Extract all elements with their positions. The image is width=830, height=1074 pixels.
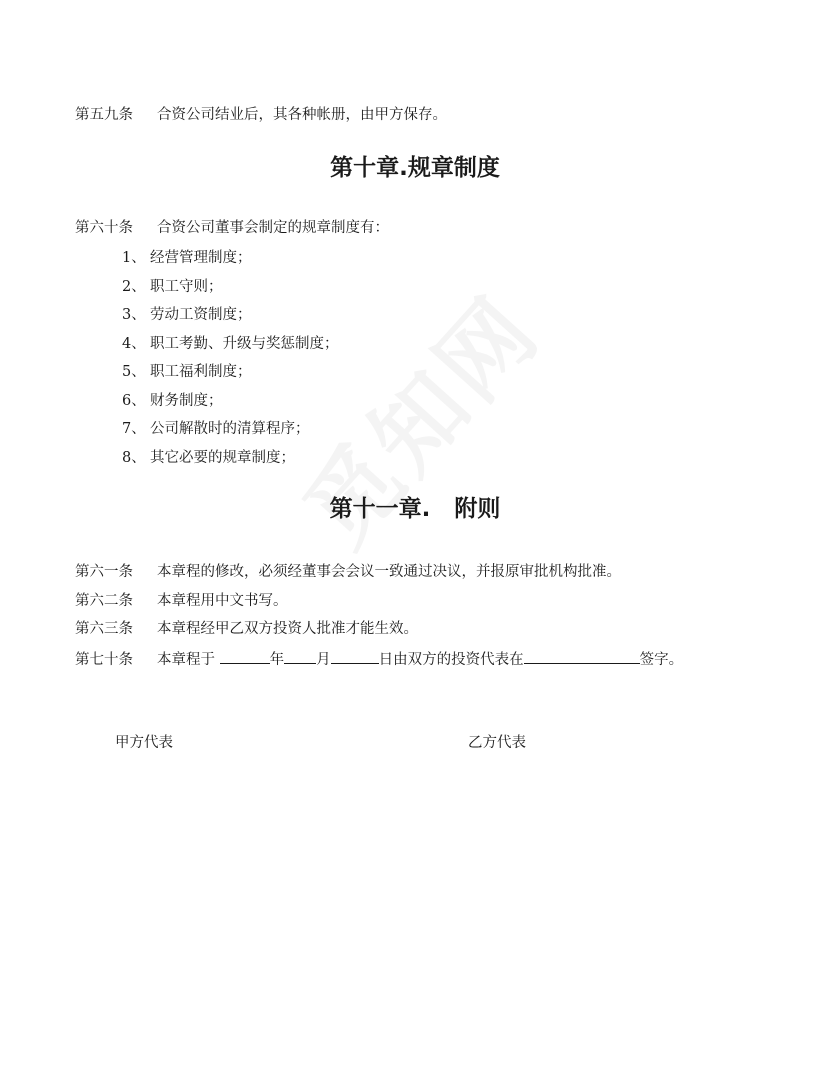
list-item (122, 334, 339, 354)
article-60 (75, 218, 389, 238)
chapter-10-title: 第十章.规章制度 (330, 155, 500, 181)
list-item-number: 3、 (122, 307, 146, 323)
article-text: 合资公司结业后，其各种帐册，由甲方保存。 (157, 107, 447, 123)
list-item (122, 248, 252, 268)
month-label: 月 (316, 652, 331, 668)
list-item-text: 职工守则； (150, 279, 223, 295)
article-61 (75, 562, 621, 582)
list-item (122, 362, 252, 382)
article-70 (75, 648, 683, 670)
list-item-text: 职工福利制度； (150, 364, 252, 380)
year-blank-line[interactable] (220, 648, 270, 664)
list-item-number: 2、 (122, 279, 146, 295)
article-text-suffix: 签字。 (639, 652, 684, 668)
chapter-11-title: 第十一章. 附则 (329, 496, 501, 522)
article-text-prefix: 本章程于 (157, 652, 215, 668)
article-59 (75, 105, 447, 125)
list-item-number: 4、 (122, 336, 146, 352)
day-blank-line[interactable] (331, 648, 379, 664)
list-item-number: 7、 (122, 421, 146, 437)
day-text: 日由双方的投资代表在 (378, 652, 524, 668)
list-item (122, 419, 310, 439)
list-item (122, 391, 223, 411)
article-number: 第六三条 (75, 621, 133, 637)
article-number: 第六二条 (75, 593, 133, 609)
article-62 (75, 591, 288, 611)
list-item-number: 8、 (122, 450, 146, 466)
year-label: 年 (269, 652, 285, 668)
list-item (122, 277, 223, 297)
article-text: 合资公司董事会制定的规章制度有： (157, 220, 389, 236)
article-text: 本章程的修改，必须经董事会会议一致通过决议，并报原审批机构批准。 (157, 564, 621, 580)
party-a-representative-label: 甲方代表 (115, 735, 173, 751)
article-number: 第六一条 (75, 564, 133, 580)
list-item-number: 6、 (122, 393, 146, 409)
list-item-text: 其它必要的规章制度； (150, 450, 295, 466)
list-item-text: 公司解散时的清算程序； (150, 421, 310, 437)
signing-place-blank-line[interactable] (524, 648, 640, 664)
list-item (122, 448, 295, 468)
list-item (122, 305, 252, 325)
article-number: 第六十条 (75, 220, 133, 236)
article-number: 第七十条 (75, 652, 133, 668)
article-63 (75, 619, 418, 639)
party-b-representative-label: 乙方代表 (468, 735, 526, 751)
list-item-text: 职工考勤、升级与奖惩制度； (150, 336, 339, 352)
article-text: 本章程用中文书写。 (157, 593, 288, 609)
list-item-text: 财务制度； (150, 393, 223, 409)
list-item-number: 5、 (122, 364, 146, 380)
list-item-text: 劳动工资制度； (150, 307, 252, 323)
list-item-text: 经营管理制度； (150, 250, 252, 266)
month-blank-line[interactable] (284, 648, 316, 664)
list-item-number: 1、 (122, 250, 146, 266)
article-text: 本章程经甲乙双方投资人批准才能生效。 (157, 621, 418, 637)
article-number: 第五九条 (75, 107, 133, 123)
